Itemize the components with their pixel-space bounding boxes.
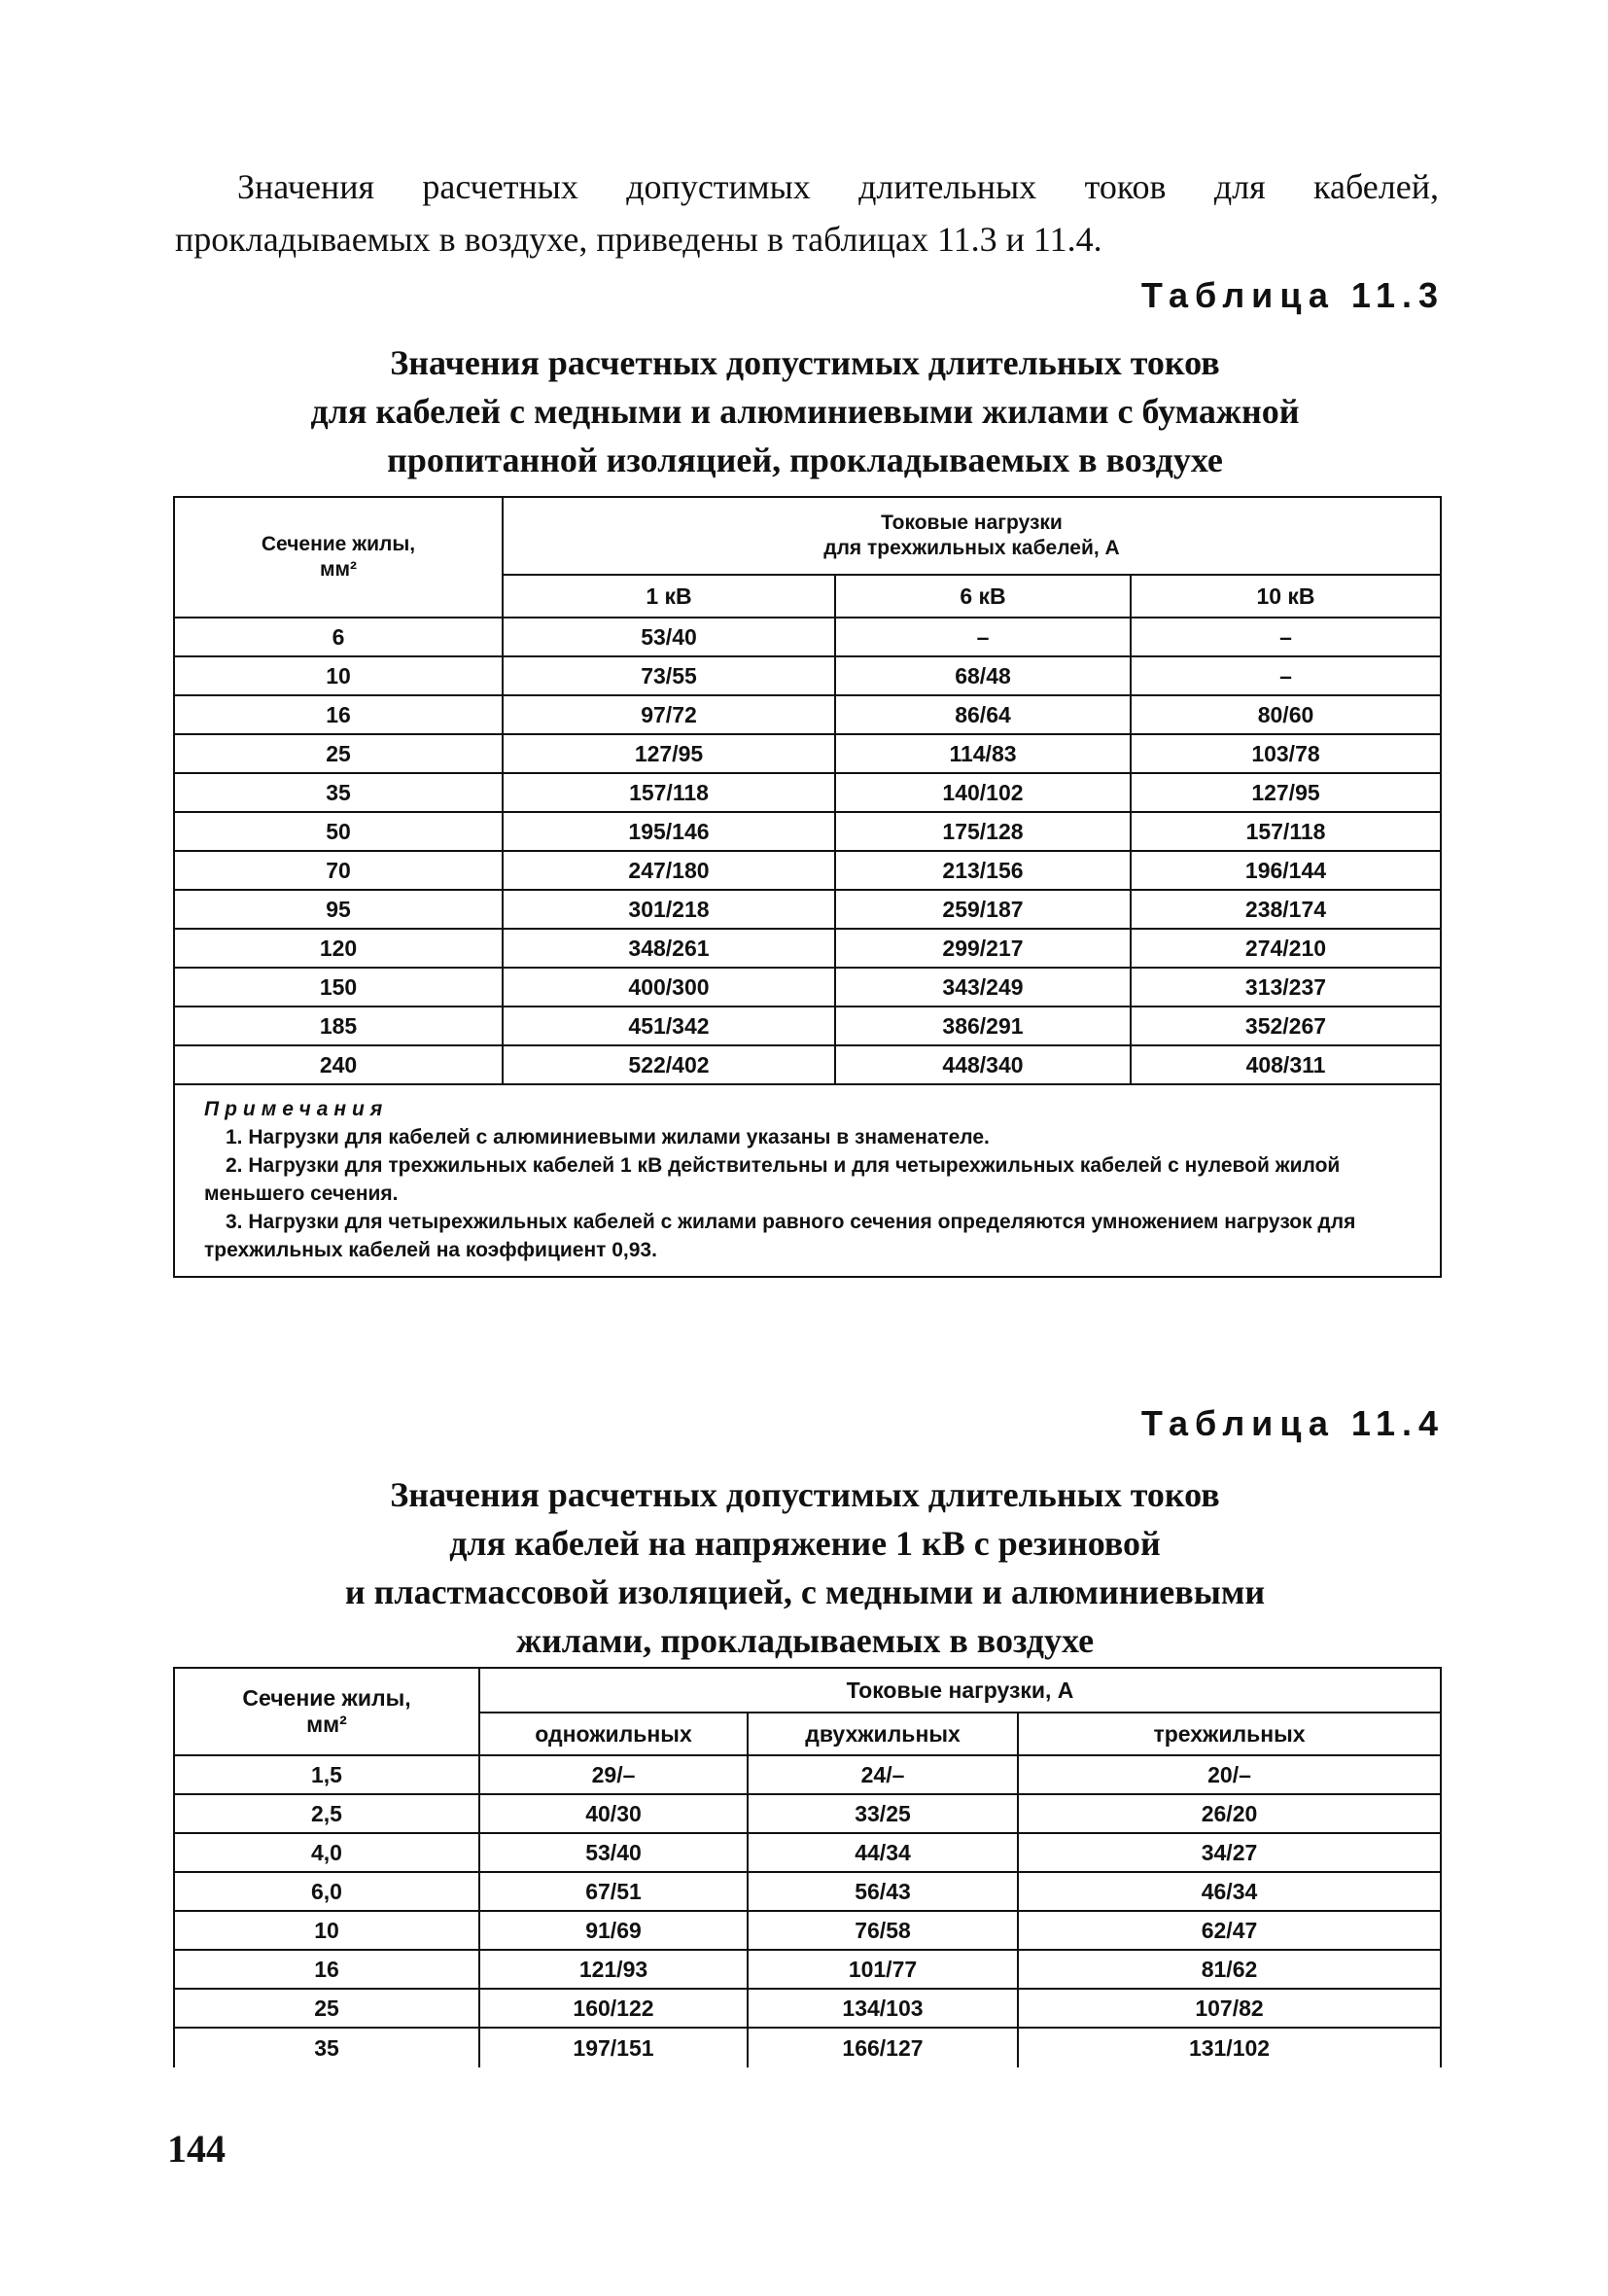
cell-section: 35: [174, 773, 503, 812]
header-group: [503, 497, 1441, 575]
header-col: трехжильных: [1018, 1713, 1441, 1755]
cell-value: 259/187: [835, 890, 1131, 929]
cell-value: 238/174: [1131, 890, 1441, 929]
table-row: [174, 1872, 1441, 1911]
cell-section: 10: [174, 1911, 479, 1950]
cell-value: 56/43: [748, 1872, 1018, 1911]
table-row: [174, 1755, 1441, 1794]
table-row: [174, 1045, 1441, 1084]
cell-section: 10: [174, 656, 503, 695]
table-row: [174, 1989, 1441, 2028]
intro-text: Значения расчетных допустимых длительных токов для кабелей, прокладываемых в воздухе, приведены в таблицах 11.3 и 11.4.: [175, 167, 1439, 259]
caption-line: для кабелей с медными и алюминиевыми жилами с бумажной: [310, 392, 1300, 431]
cell-value: 131/102: [1018, 2028, 1441, 2067]
header-group: Токовые нагрузки, А: [479, 1668, 1441, 1713]
cell-section: 150: [174, 968, 503, 1007]
cell-value: 301/218: [503, 890, 835, 929]
cell-value: 299/217: [835, 929, 1131, 968]
note-item: 3. Нагрузки для четырехжильных кабелей с жилами равного сечения определяются умножением нагрузок для трехжильных кабелей на коэффициент 0,93.: [204, 1211, 1356, 1261]
header-col: 10 кВ: [1131, 575, 1441, 618]
caption-line: и пластмассовой изоляцией, с медными и алюминиевыми: [344, 1572, 1266, 1611]
cell-value: 68/48: [835, 656, 1131, 695]
cell-section: 6: [174, 618, 503, 656]
cell-value: 67/51: [479, 1872, 748, 1911]
cell-value: 408/311: [1131, 1045, 1441, 1084]
note-item: 1. Нагрузки для кабелей с алюминиевыми жилами указаны в знаменателе.: [226, 1126, 990, 1148]
cell-section: 35: [174, 2028, 479, 2067]
header-col: 6 кВ: [835, 575, 1131, 618]
table-row: [174, 968, 1441, 1007]
table-row: [174, 1833, 1441, 1872]
header-col: двухжильных: [748, 1713, 1018, 1755]
cell-value: 522/402: [503, 1045, 835, 1084]
cell-value: 127/95: [1131, 773, 1441, 812]
cell-value: 26/20: [1018, 1794, 1441, 1833]
header-section-line1: Сечение жилы,: [261, 533, 416, 555]
table-11-3-number: Таблица 11.3: [1140, 275, 1445, 315]
cell-section: 6,0: [174, 1872, 479, 1911]
cell-value: 157/118: [503, 773, 835, 812]
cell-value: 73/55: [503, 656, 835, 695]
header-section-line1: Сечение жилы,: [242, 1685, 411, 1711]
cell-section: 95: [174, 890, 503, 929]
table-11-4: [173, 1667, 1442, 2067]
cell-value: 197/151: [479, 2028, 748, 2067]
table-row: [174, 618, 1441, 656]
table-row: [174, 812, 1441, 851]
cell-value: 53/40: [479, 1833, 748, 1872]
table-notes: [174, 1084, 1441, 1277]
caption-line: жилами, прокладываемых в воздухе: [515, 1621, 1095, 1660]
cell-section: 120: [174, 929, 503, 968]
cell-section: 185: [174, 1007, 503, 1045]
header-section-line2: мм²: [306, 1712, 347, 1737]
cell-value: 140/102: [835, 773, 1131, 812]
caption-line: пропитанной изоляцией, прокладываемых в воздухе: [387, 441, 1223, 479]
cell-value: 157/118: [1131, 812, 1441, 851]
cell-section: 16: [174, 1950, 479, 1989]
intro-paragraph: [175, 160, 1439, 265]
cell-section: 4,0: [174, 1833, 479, 1872]
header-section: [174, 497, 503, 618]
cell-section: 16: [174, 695, 503, 734]
cell-value: 46/34: [1018, 1872, 1441, 1911]
cell-value: 448/340: [835, 1045, 1131, 1084]
cell-value: 91/69: [479, 1911, 748, 1950]
cell-value: 386/291: [835, 1007, 1131, 1045]
cell-value: –: [835, 618, 1131, 656]
note-item: 2. Нагрузки для трехжильных кабелей 1 кВ действительны и для четырехжильных кабелей с нулевой жилой меньшего сечения.: [204, 1154, 1341, 1205]
table-11-3-caption: [165, 338, 1445, 484]
table-row: [174, 1911, 1441, 1950]
page-number: 144: [167, 2127, 226, 2171]
header-col: 1 кВ: [503, 575, 835, 618]
header-group-line2: для трехжильных кабелей, А: [823, 537, 1120, 559]
cell-value: 127/95: [503, 734, 835, 773]
table-11-3: [173, 496, 1442, 1278]
table-11-4-caption: [165, 1470, 1445, 1665]
cell-value: 33/25: [748, 1794, 1018, 1833]
cell-value: 400/300: [503, 968, 835, 1007]
table-row: [174, 929, 1441, 968]
cell-value: 24/–: [748, 1755, 1018, 1794]
cell-value: 86/64: [835, 695, 1131, 734]
table-row: [174, 890, 1441, 929]
header-section: [174, 1668, 479, 1755]
table-row: [174, 773, 1441, 812]
cell-value: 76/58: [748, 1911, 1018, 1950]
cell-value: 343/249: [835, 968, 1131, 1007]
cell-value: –: [1131, 618, 1441, 656]
cell-value: 40/30: [479, 1794, 748, 1833]
notes-title: Примечания: [204, 1098, 389, 1120]
cell-section: 50: [174, 812, 503, 851]
caption-line: Значения расчетных допустимых длительных токов: [390, 1475, 1220, 1514]
cell-value: 29/–: [479, 1755, 748, 1794]
cell-section: 70: [174, 851, 503, 890]
cell-section: 25: [174, 1989, 479, 2028]
cell-value: 114/83: [835, 734, 1131, 773]
cell-value: 195/146: [503, 812, 835, 851]
cell-value: 101/77: [748, 1950, 1018, 1989]
cell-section: 1,5: [174, 1755, 479, 1794]
caption-line: для кабелей на напряжение 1 кВ с резиновой: [449, 1524, 1161, 1563]
cell-value: 97/72: [503, 695, 835, 734]
table-row: [174, 1794, 1441, 1833]
table-row: [174, 656, 1441, 695]
cell-value: 20/–: [1018, 1755, 1441, 1794]
header-col: одножильных: [479, 1713, 748, 1755]
table-row: [174, 734, 1441, 773]
cell-value: 34/27: [1018, 1833, 1441, 1872]
table-row: [174, 1950, 1441, 1989]
cell-value: 196/144: [1131, 851, 1441, 890]
cell-value: 451/342: [503, 1007, 835, 1045]
cell-value: 80/60: [1131, 695, 1441, 734]
table-row: [174, 2028, 1441, 2067]
cell-value: –: [1131, 656, 1441, 695]
cell-value: 103/78: [1131, 734, 1441, 773]
cell-value: 313/237: [1131, 968, 1441, 1007]
table-row: [174, 695, 1441, 734]
table-11-4-number: Таблица 11.4: [1140, 1403, 1445, 1443]
cell-value: 175/128: [835, 812, 1131, 851]
cell-value: 121/93: [479, 1950, 748, 1989]
caption-line: Значения расчетных допустимых длительных токов: [390, 343, 1220, 382]
cell-section: 240: [174, 1045, 503, 1084]
cell-value: 247/180: [503, 851, 835, 890]
cell-value: 134/103: [748, 1989, 1018, 2028]
cell-value: 352/267: [1131, 1007, 1441, 1045]
cell-value: 160/122: [479, 1989, 748, 2028]
cell-value: 53/40: [503, 618, 835, 656]
cell-value: 62/47: [1018, 1911, 1441, 1950]
cell-value: 81/62: [1018, 1950, 1441, 1989]
table-row: [174, 1007, 1441, 1045]
header-section-line2: мм²: [319, 558, 358, 581]
cell-value: 44/34: [748, 1833, 1018, 1872]
cell-value: 166/127: [748, 2028, 1018, 2067]
header-group-line1: Токовые нагрузки: [881, 512, 1063, 534]
cell-value: 107/82: [1018, 1989, 1441, 2028]
cell-value: 348/261: [503, 929, 835, 968]
cell-section: 2,5: [174, 1794, 479, 1833]
cell-value: 274/210: [1131, 929, 1441, 968]
cell-value: 213/156: [835, 851, 1131, 890]
cell-section: 25: [174, 734, 503, 773]
table-row: [174, 851, 1441, 890]
